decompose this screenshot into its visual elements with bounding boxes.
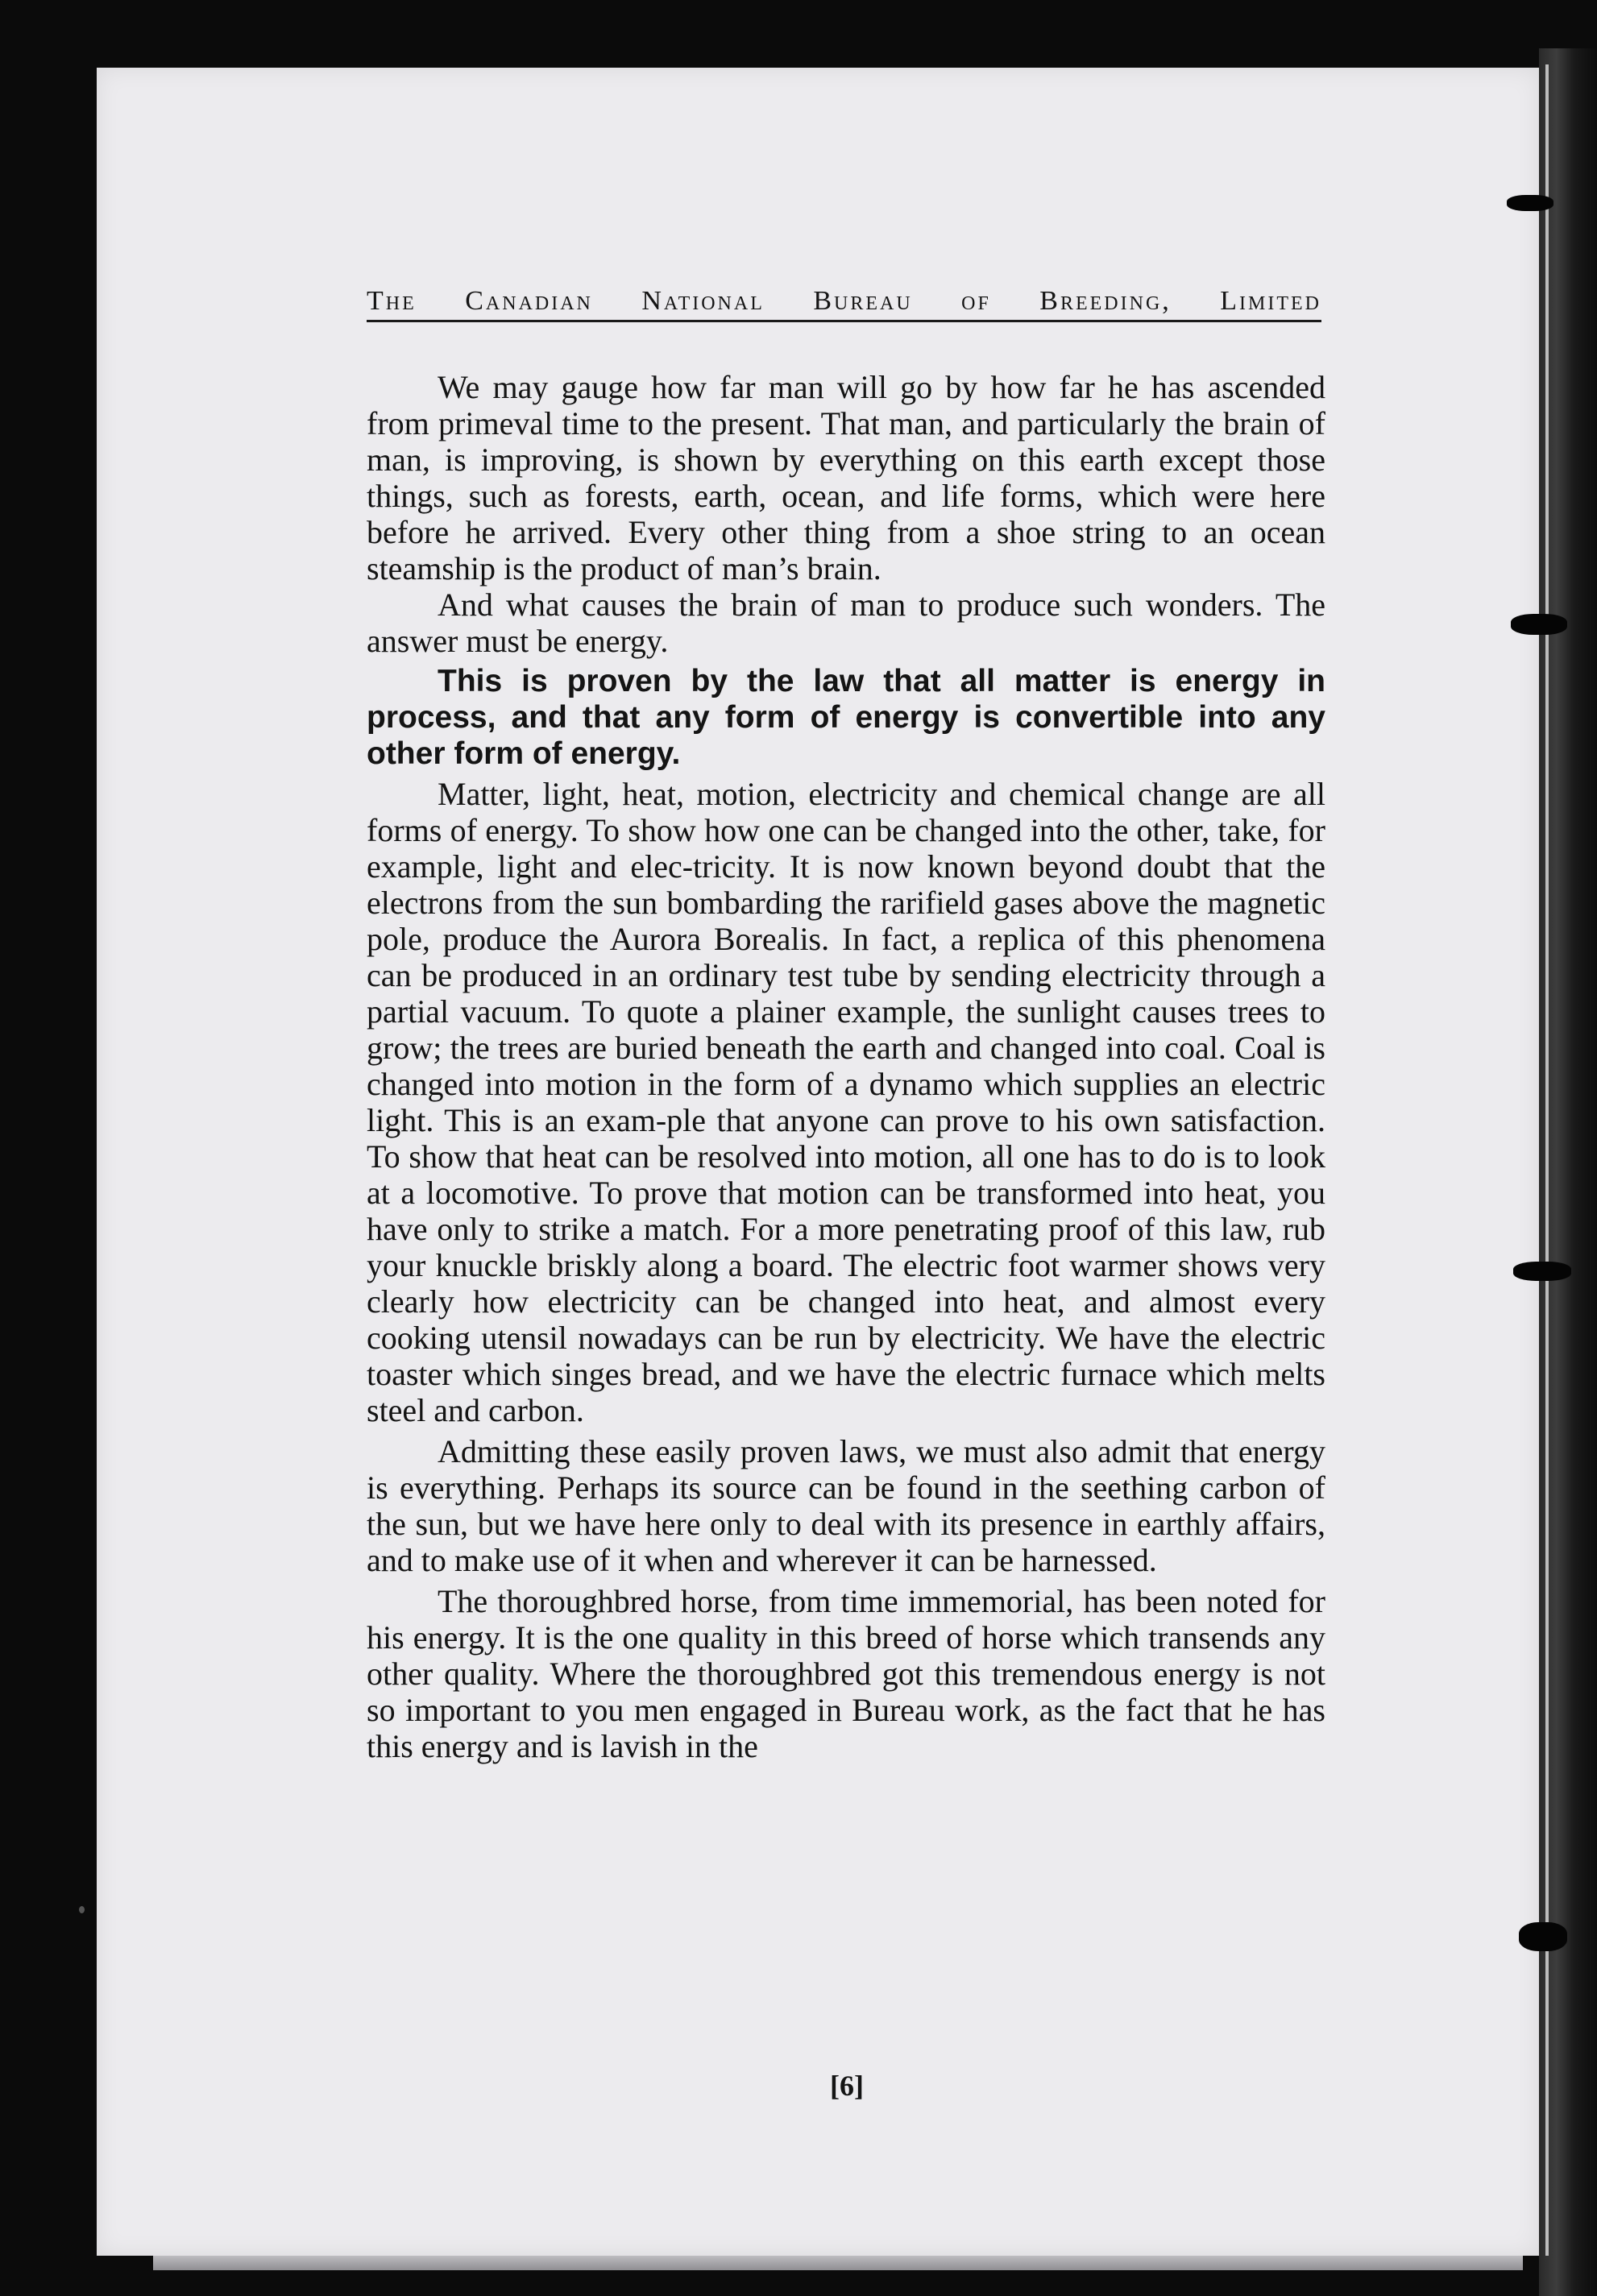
page-speck <box>79 1906 85 1913</box>
binding-mark <box>1511 614 1567 635</box>
running-head: The Canadian National Bureau of Breeding, Limited <box>367 286 1321 322</box>
paragraph: The thoroughbred horse, from time immemorial, has been noted for his energy. It is the one quality in this breed of horse which transends any other quality. Where the thoroughbred got this tremendous energy is not so important to you men engaged in Bureau work, as the fact that he has this energy and is lavish in the <box>367 1583 1325 1764</box>
bold-paragraph: This is proven by the law that all matter is energy in process, and that any form of energy is convertible into any other form of energy. <box>367 664 1325 771</box>
binding-mark <box>1519 1922 1567 1951</box>
paragraph: Admitting these easily proven laws, we must also admit that energy is everything. Perhaps its source can be found in the seething carbon of the sun, but we have here only to deal with its presence in earthly affairs, and to make use of it when and wherever it can be harnessed. <box>367 1433 1325 1578</box>
body-text <box>367 369 1325 1764</box>
page-bottom-edge <box>153 2256 1523 2270</box>
page-number: [6] <box>830 2070 864 2102</box>
paragraph: We may gauge how far man will go by how far he has ascended from primeval time to the present. That man, and particularly the brain of man, is improving, is shown by everything on this earth except those things, such as forests, earth, ocean, and life forms, which were here before he arrived. Every other thing from a shoe string to an ocean steamship is the product of man’s brain. <box>367 369 1325 586</box>
paragraph: Matter, light, heat, motion, electricity and chemical change are all forms of energy. To show how one can be changed into the other, take, for example, light and elec-tricity. It is now known beyond doubt that the electrons from the sun bombarding the rarifield gases above the magnetic pole, produce the Aurora Borealis. In fact, a replica of this phenomena can be produced in an ordinary test tube by sending electricity through a partial vacuum. To quote a plainer example, the sunlight causes trees to grow; the trees are buried beneath the earth and changed into coal. Coal is changed into motion in the form of a dynamo which supplies an electric light. This is an exam-ple that anyone can prove to his own satisfaction. To show that heat can be resolved into motion, all one has to do is to look at a locomotive. To prove that motion can be transformed into heat, you have only to strike a match. For a more penetrating proof of this law, rub your knuckle briskly along a board. The electric foot warmer shows very clearly how electricity can be changed into heat, and almost every cooking utensil nowadays can be run by electricity. We have the electric toaster which singes bread, and we have the electric furnace which melts steel and carbon. <box>367 776 1325 1428</box>
binding-mark <box>1507 195 1553 211</box>
binding-mark <box>1513 1262 1571 1281</box>
paragraph: And what causes the brain of man to produce such wonders. The answer must be energy. <box>367 586 1325 659</box>
